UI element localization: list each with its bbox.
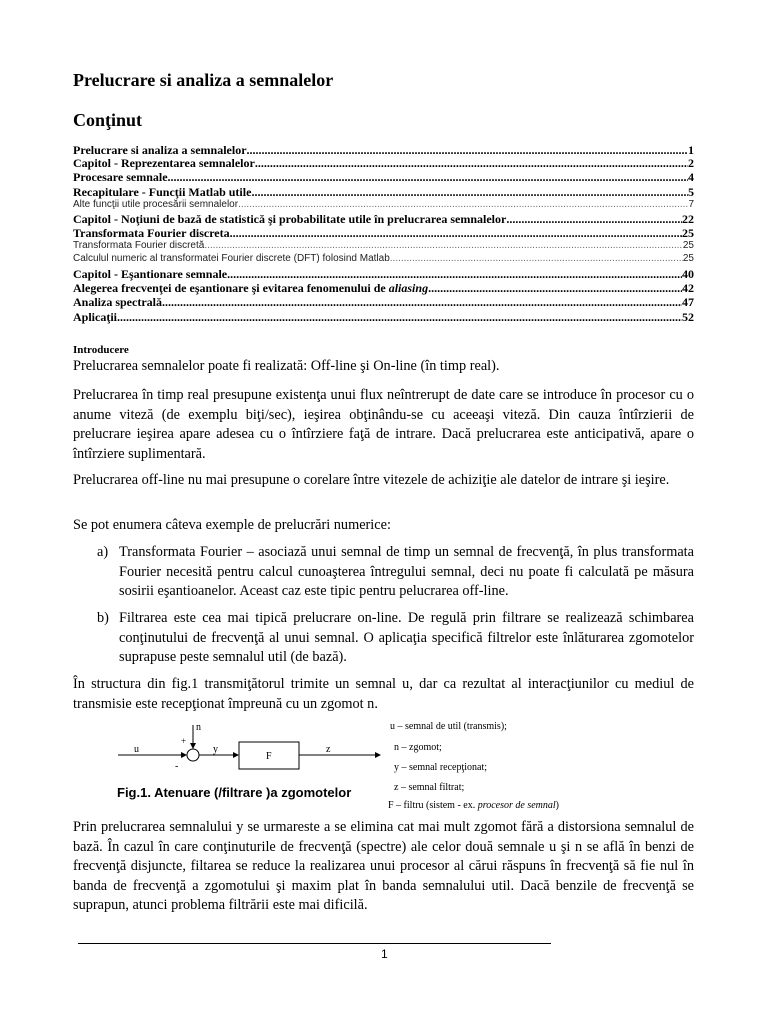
toc-leader-dots bbox=[204, 240, 683, 251]
label-n: n bbox=[196, 722, 201, 733]
toc-entry-page: 22 bbox=[682, 212, 694, 226]
toc-italic-term: aliasing bbox=[388, 281, 429, 295]
paragraph-5: În structura din fig.1 transmiţătorul trimite un semnal u, dar ca rezultat al interacţiunilor cu mediul de transmisie este recepţionat împreună cu un zgomot n. bbox=[73, 676, 694, 712]
legend-F: F – filtru (sistem - ex. procesor de semnal) bbox=[388, 800, 560, 811]
toc-entry-page: 25 bbox=[682, 226, 694, 240]
toc-entry[interactable] bbox=[73, 170, 694, 185]
toc-entry-page: 42 bbox=[682, 281, 694, 295]
block-diagram bbox=[118, 720, 388, 780]
label-F: F bbox=[266, 751, 272, 762]
list-marker-b: b) bbox=[97, 610, 109, 626]
page-number: 1 bbox=[381, 947, 388, 961]
document-title: Prelucrare si analiza a semnalelor bbox=[73, 70, 334, 90]
toc-entry-title: Capitol - Eşantionare semnale. bbox=[73, 267, 231, 281]
legend-n: n – zgomot; bbox=[394, 742, 442, 753]
label-y: y bbox=[213, 744, 218, 755]
toc-entry-page: 52 bbox=[682, 310, 694, 324]
toc-entry[interactable] bbox=[73, 281, 694, 296]
list-item-a: Transformata Fourier – asociază unui semnal de timp un semnal de frecvenţă, în plus transformata Fourier necesită pentru calcul cunoaşterea întregului semnal, deci nu poate fi calculată pe măsura sosirii eşantioanelor. Aceast caz este tipic pentru pelucrarea off-line. bbox=[119, 544, 694, 599]
toc-entry-page: 1 bbox=[688, 143, 694, 157]
paragraph-4: Se pot enumera câteva exemple de prelucrări numerice: bbox=[73, 517, 391, 533]
toc-entry[interactable] bbox=[73, 226, 694, 241]
toc-entry[interactable] bbox=[73, 267, 694, 282]
toc-entry-page: 40 bbox=[682, 267, 694, 281]
toc-leader-dots bbox=[238, 199, 688, 210]
toc-entry-title: Recapitulare - Funcţii Matlab utile bbox=[73, 185, 252, 199]
legend-z: z – semnal filtrat; bbox=[394, 782, 465, 793]
toc-leader-dots bbox=[168, 170, 688, 185]
toc-leader-dots bbox=[117, 310, 682, 325]
toc-entry[interactable] bbox=[73, 212, 694, 227]
label-minus: - bbox=[175, 761, 179, 772]
toc-entry-title: Prelucrare si analiza a semnalelor bbox=[73, 143, 247, 157]
toc-entry[interactable] bbox=[73, 185, 694, 200]
toc-leader-dots bbox=[428, 281, 682, 296]
toc-entry[interactable] bbox=[73, 310, 694, 325]
summing-junction bbox=[187, 749, 199, 761]
toc-leader-dots bbox=[230, 226, 682, 241]
toc-entry-title: Transformata Fourier discreta bbox=[73, 226, 230, 240]
label-u: u bbox=[134, 744, 139, 755]
legend-y: y – semnal recepţionat; bbox=[394, 762, 488, 773]
intro-heading: Introducere bbox=[73, 344, 129, 356]
toc-entry-title: Procesare semnale bbox=[73, 170, 168, 184]
paragraph-6: Prin prelucrarea semnalului y se urmareste a se elimina cat mai mult zgomot fără a distorsiona semnalul de bază. În cazul în care conţinuturile de frecvenţă (spectre) ale celor două semnale u şi n se află în benzi de frecvenţă disjuncte, filtarea se reduce la realizarea unui procesor al cărui răspuns în frecvenţă să fie nul în banda de frecvenţă a zgomotului şi maxim plat în banda semnalului util. Dacă benzile de frecvenţă se suprapun, atunci problema filtrării este mai dificilă. bbox=[73, 819, 694, 913]
toc-leader-dots bbox=[230, 267, 682, 282]
toc-entry-title: Alegerea frecvenţei de eşantionare şi evitarea fenomenului de aliasing bbox=[73, 281, 429, 295]
toc-entry[interactable] bbox=[73, 253, 694, 268]
toc-leader-dots bbox=[390, 253, 683, 264]
toc-entry-title: Transformata Fourier discretă bbox=[73, 240, 205, 251]
contents-heading: Conţinut bbox=[73, 110, 143, 130]
toc-leader-dots bbox=[251, 185, 688, 200]
toc-entry-page: 4 bbox=[688, 170, 694, 184]
toc-entry-page: 5 bbox=[688, 185, 694, 199]
toc-entry[interactable] bbox=[73, 295, 694, 310]
toc-entry-title: Analiza spectrală bbox=[73, 295, 162, 309]
toc-entry[interactable] bbox=[73, 156, 694, 171]
paragraph-1: Prelucrarea semnalelor poate fi realizată: Off-line şi On-line (în timp real). bbox=[73, 358, 500, 374]
toc-entry-title: Alte funcţii utile procesării semnalelor bbox=[73, 199, 239, 210]
toc-leader-dots bbox=[506, 212, 682, 227]
toc-entry-page: 25 bbox=[682, 240, 694, 251]
figure-caption: Fig.1. Atenuare (/filtrare )a zgomotelor bbox=[117, 785, 352, 800]
toc-leader-dots bbox=[162, 295, 682, 310]
legend-u: u – semnal de util (transmis); bbox=[390, 721, 507, 732]
toc-entry-title: Aplicaţii bbox=[73, 310, 117, 324]
toc-entry-page: 7 bbox=[688, 199, 694, 210]
list-marker-a: a) bbox=[97, 544, 109, 560]
toc-entry-title: Capitol - Noţiuni de bază de statistică şi probabilitate utile în prelucrarea semnalelor bbox=[73, 212, 507, 226]
label-z: z bbox=[326, 744, 331, 755]
toc-entry-title: Calculul numeric al transformatei Fourier discrete (DFT) folosind Matlab bbox=[73, 253, 390, 264]
toc-entry-page: 2 bbox=[688, 156, 694, 170]
toc-leader-dots bbox=[255, 156, 688, 171]
list-item-b: Filtrarea este cea mai tipică prelucrare on-line. De regulă prin filtrare se realizează schimbarea conţinutului de frecvenţă al unui semnal. O aplicaţia specifică filtrelor este înlăturarea zgomotelor suprapuse peste semnalul util (de bază). bbox=[119, 610, 694, 665]
toc-entry-title: Capitol - Reprezentarea semnalelor bbox=[73, 156, 255, 170]
paragraph-2: Prelucrarea în timp real presupune existenţa unui flux neîntrerupt de date care se introduce în procesor cu o anume viteză (de exemplu biţi/sec), ieşirea obţinându-se cu aceeaşi viteză. Din cauza întîrzierii de prelucrare ieşirea apare adesea cu o întîrziere faţă de intrare. Dacă prelucrarea este anticipativă, apare o întîrziere suplimentară. bbox=[73, 387, 694, 462]
label-plus: + bbox=[181, 736, 187, 746]
footer-divider bbox=[78, 943, 551, 944]
paragraph-3: Prelucrarea off-line nu mai presupune o corelare între vitezele de achiziţie ale datelor de intrare şi ieşire. bbox=[73, 472, 670, 488]
toc-entry-page: 47 bbox=[682, 295, 694, 309]
toc-entry-page: 25 bbox=[682, 253, 694, 264]
